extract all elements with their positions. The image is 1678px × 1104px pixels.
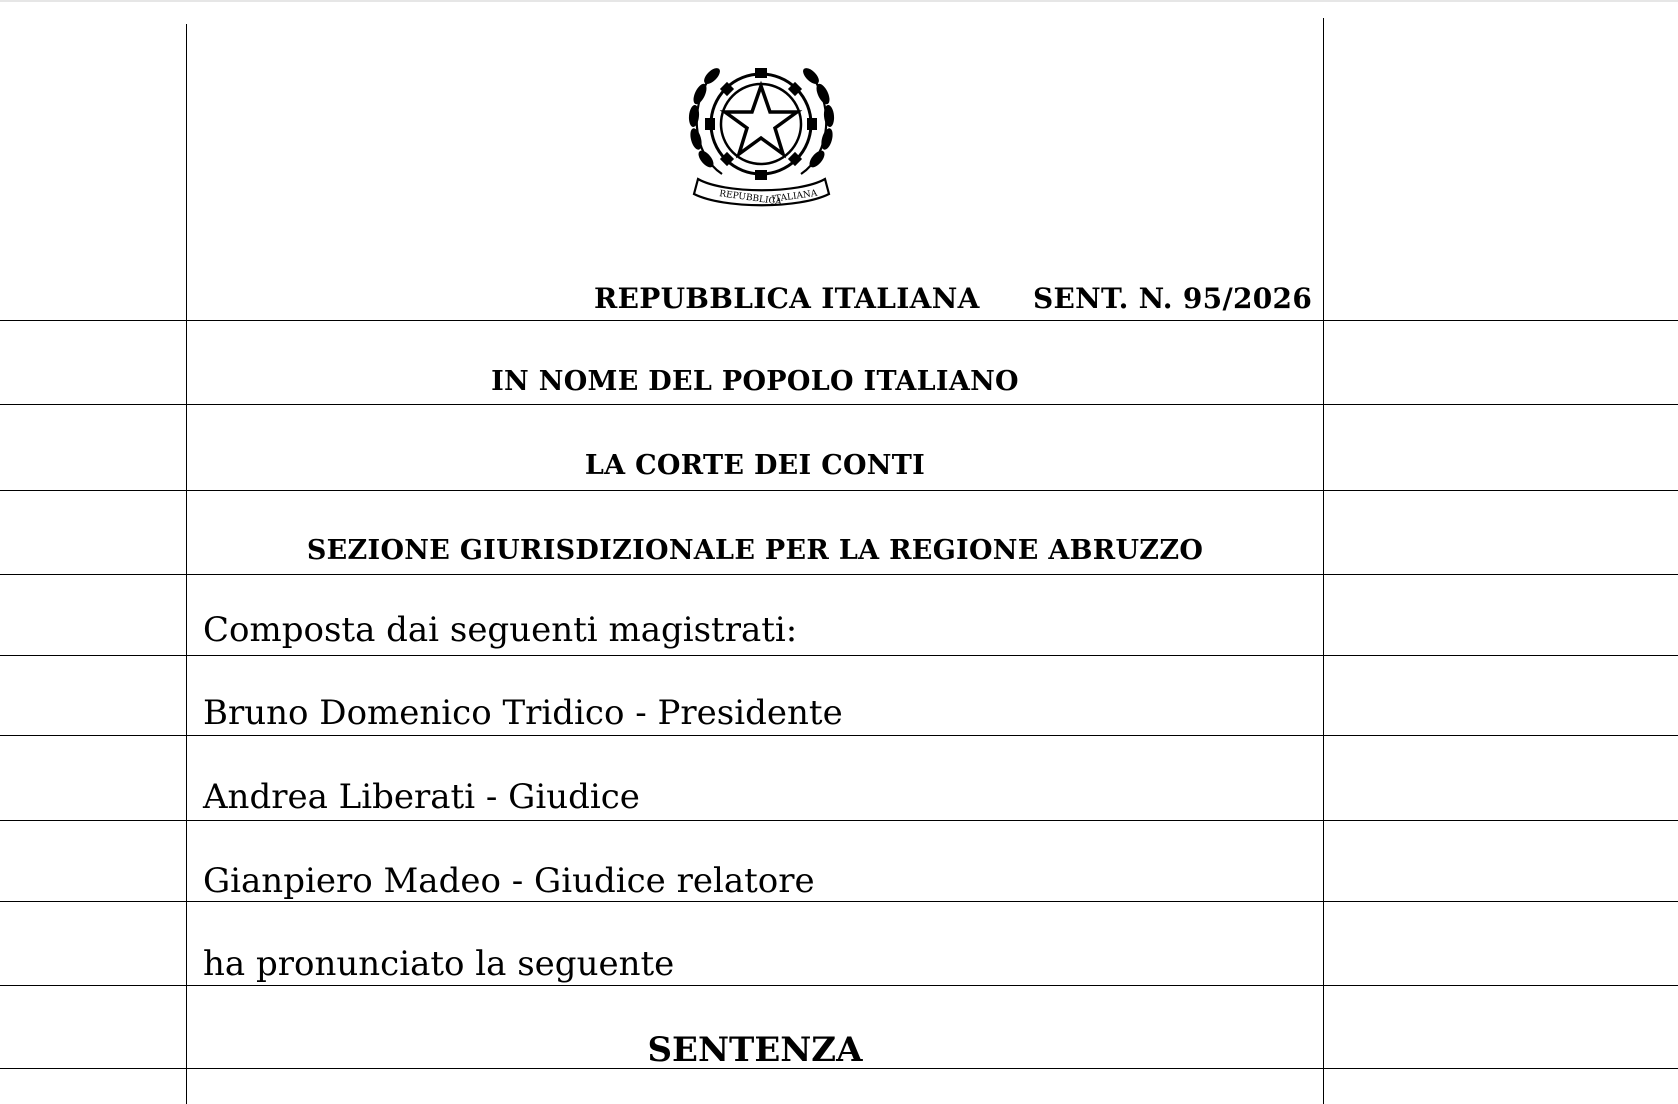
italian-republic-emblem-icon [684, 44, 839, 214]
page-top-edge [0, 0, 1678, 2]
ruled-line [0, 655, 1678, 656]
judge-line: Gianpiero Madeo - Giudice relatore [203, 861, 815, 901]
heading-section: SEZIONE GIURISDIZIONALE PER LA REGIONE ABRUZZO [306, 535, 1204, 566]
republic-heading: REPUBBLICA ITALIANA [594, 282, 980, 315]
ruled-line [0, 490, 1678, 491]
ruled-line [0, 985, 1678, 986]
ruled-line [0, 404, 1678, 405]
judge-line: Andrea Liberati - Giudice [203, 777, 640, 817]
svg-text:REPUBBLICA: REPUBBLICA [718, 189, 783, 208]
heading-people: IN NOME DEL POPOLO ITALIANO [491, 366, 1019, 397]
sentence-number: SENT. N. 95/2026 [1033, 282, 1313, 315]
ruled-line [0, 901, 1678, 902]
svg-text:ITALIANA: ITALIANA [771, 188, 818, 205]
ruled-line [0, 820, 1678, 821]
ruled-line [0, 574, 1678, 575]
heading-court: LA CORTE DEI CONTI [584, 450, 926, 481]
document-title: SENTENZA [647, 1030, 863, 1070]
pronounced-line: ha pronunciato la seguente [203, 944, 675, 984]
ruled-line [0, 735, 1678, 736]
right-margin-line [1323, 18, 1324, 1104]
composition-intro: Composta dai seguenti magistrati: [203, 610, 798, 650]
judge-line: Bruno Domenico Tridico - Presidente [203, 693, 843, 733]
ruled-line [0, 320, 1678, 321]
